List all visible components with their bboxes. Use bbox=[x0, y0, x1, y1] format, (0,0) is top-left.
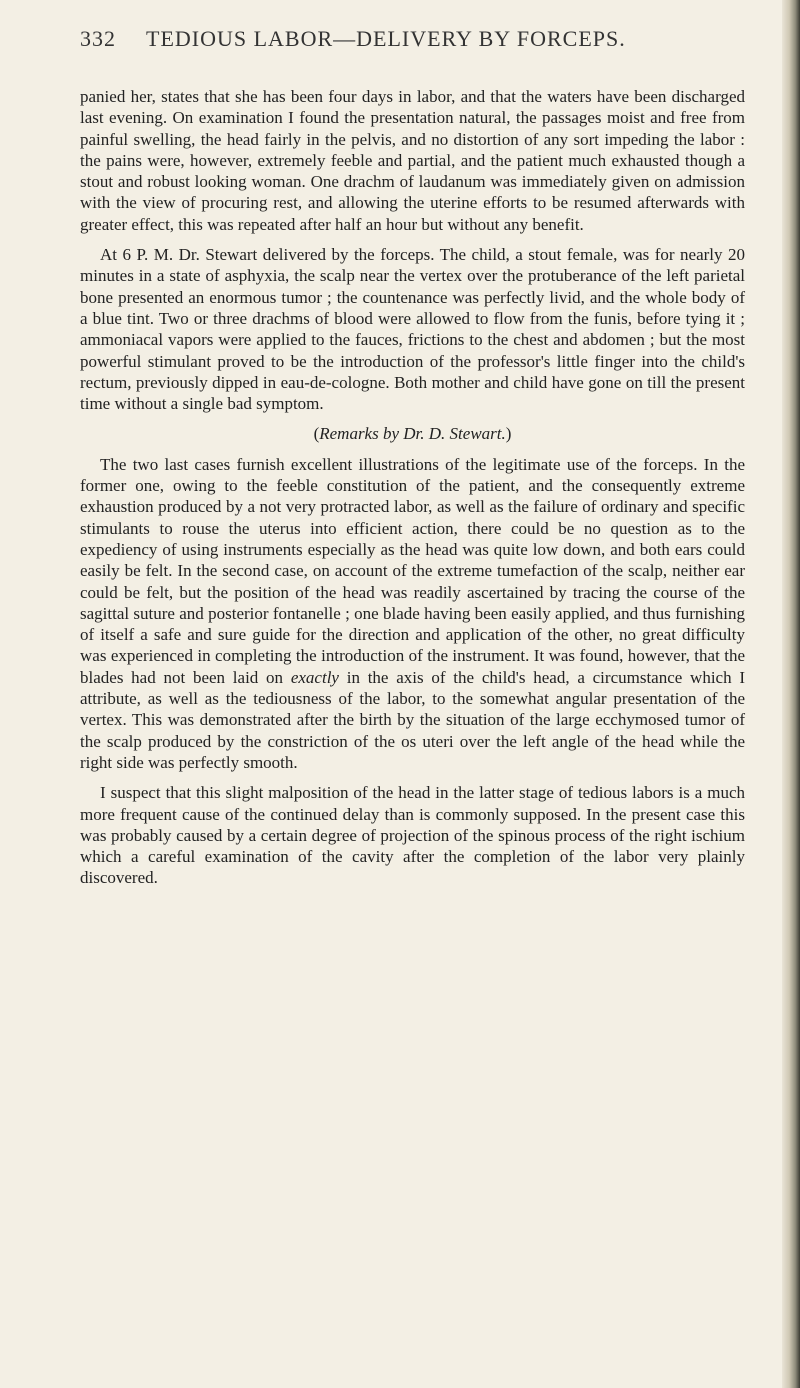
remarks-heading-text: Remarks by Dr. D. Stewart. bbox=[319, 424, 506, 444]
paragraph-malposition: I suspect that this slight malposition of the head in the latter stage of tedious labors is a much more frequent cause of the continued delay than is commonly supposed. In the present case this was probably caused by a certain degree of projection of the spinous process of the right ischium which a careful examination of the cavity after the completion of the labor very plainly discovered. bbox=[80, 783, 745, 888]
paragraph-remarks bbox=[80, 454, 745, 773]
page-binding-edge bbox=[782, 0, 800, 1388]
page-number: 332 bbox=[80, 26, 116, 51]
paragraph-remarks-part2: in the axis of the child's head, a circumstance which I attribute, as well as the tediousness of the labor, to the somewhat angular presentation of the vertex. This was demonstrated after the birth by the situation of the large ecchymosed tumor of the scalp produced by the constriction of the os uteri over the left angle of the head while the right side was perfectly smooth. bbox=[80, 667, 746, 772]
page-header bbox=[80, 20, 745, 60]
paragraph-delivery-account: At 6 P. M. Dr. Stewart delivered by the forceps. The child, a stout female, was for nearly 20 minutes in a state of asphyxia, the scalp near the vertex over the protuberance of the left parietal bone presented an enormous tumor ; the countenance was perfectly livid, and the whole body of a blue tint. Two or three drachms of blood were allowed to flow from the funis, before tying it ; ammoniacal vapors were applied to the fauces, frictions to the chest and abdomen ; but the most powerful stimulant proved to be the introduction of the professor's little finger into the child's rectum, previously dipped in eau-de-cologne. Both mother and child have gone on till the present time without a single bad symptom. bbox=[80, 245, 745, 414]
paragraph-continuation: panied her, states that she has been four days in labor, and that the waters have been discharged last evening. On examination I found the presentation natural, the passages moist and free from painful swelling, the head fairly in the pelvis, and no distortion of any sort impeding the labor : the pains were, however, extremely feeble and partial, and the patient much exhausted though a stout and robust looking woman. One drachm of laudanum was immediately given on admission with the view of procuring rest, and allowing the uterine efforts to be resumed afterwards with greater effect, this was repeated after half an hour but without any benefit. bbox=[80, 87, 745, 234]
emphasis-exactly: exactly bbox=[290, 667, 339, 687]
body-text bbox=[80, 86, 745, 889]
paragraph-remarks-part1: The two last cases furnish excellent illustrations of the legitimate use of the forceps. In the former one, owing to the feeble constitution of the patient, and the consequently extreme exhaustion produced by a not very protracted labor, as well as the failure of ordinary and specific stimulants to rouse the uterus into efficient action, there could be no question as to the expediency of using instruments especially as the head was quite low down, and both ears could easily be felt. In the second case, on account of the extreme tumefaction of the scalp, neither ear could be felt, but the position of the head was readily ascertained by tracing the course of the sagittal suture and posterior fontanelle ; one blade having been easily applied, and thus furnishing of itself a safe and sure guide for the direction and application of the other, no great difficulty was experienced in completing the introduction of the instrument. It was found, however, that the blades had not been laid on bbox=[80, 454, 745, 687]
running-title: TEDIOUS LABOR—DELIVERY BY FORCEPS. bbox=[146, 26, 626, 51]
remarks-heading: (Remarks by Dr. D. Stewart.) bbox=[313, 424, 512, 444]
